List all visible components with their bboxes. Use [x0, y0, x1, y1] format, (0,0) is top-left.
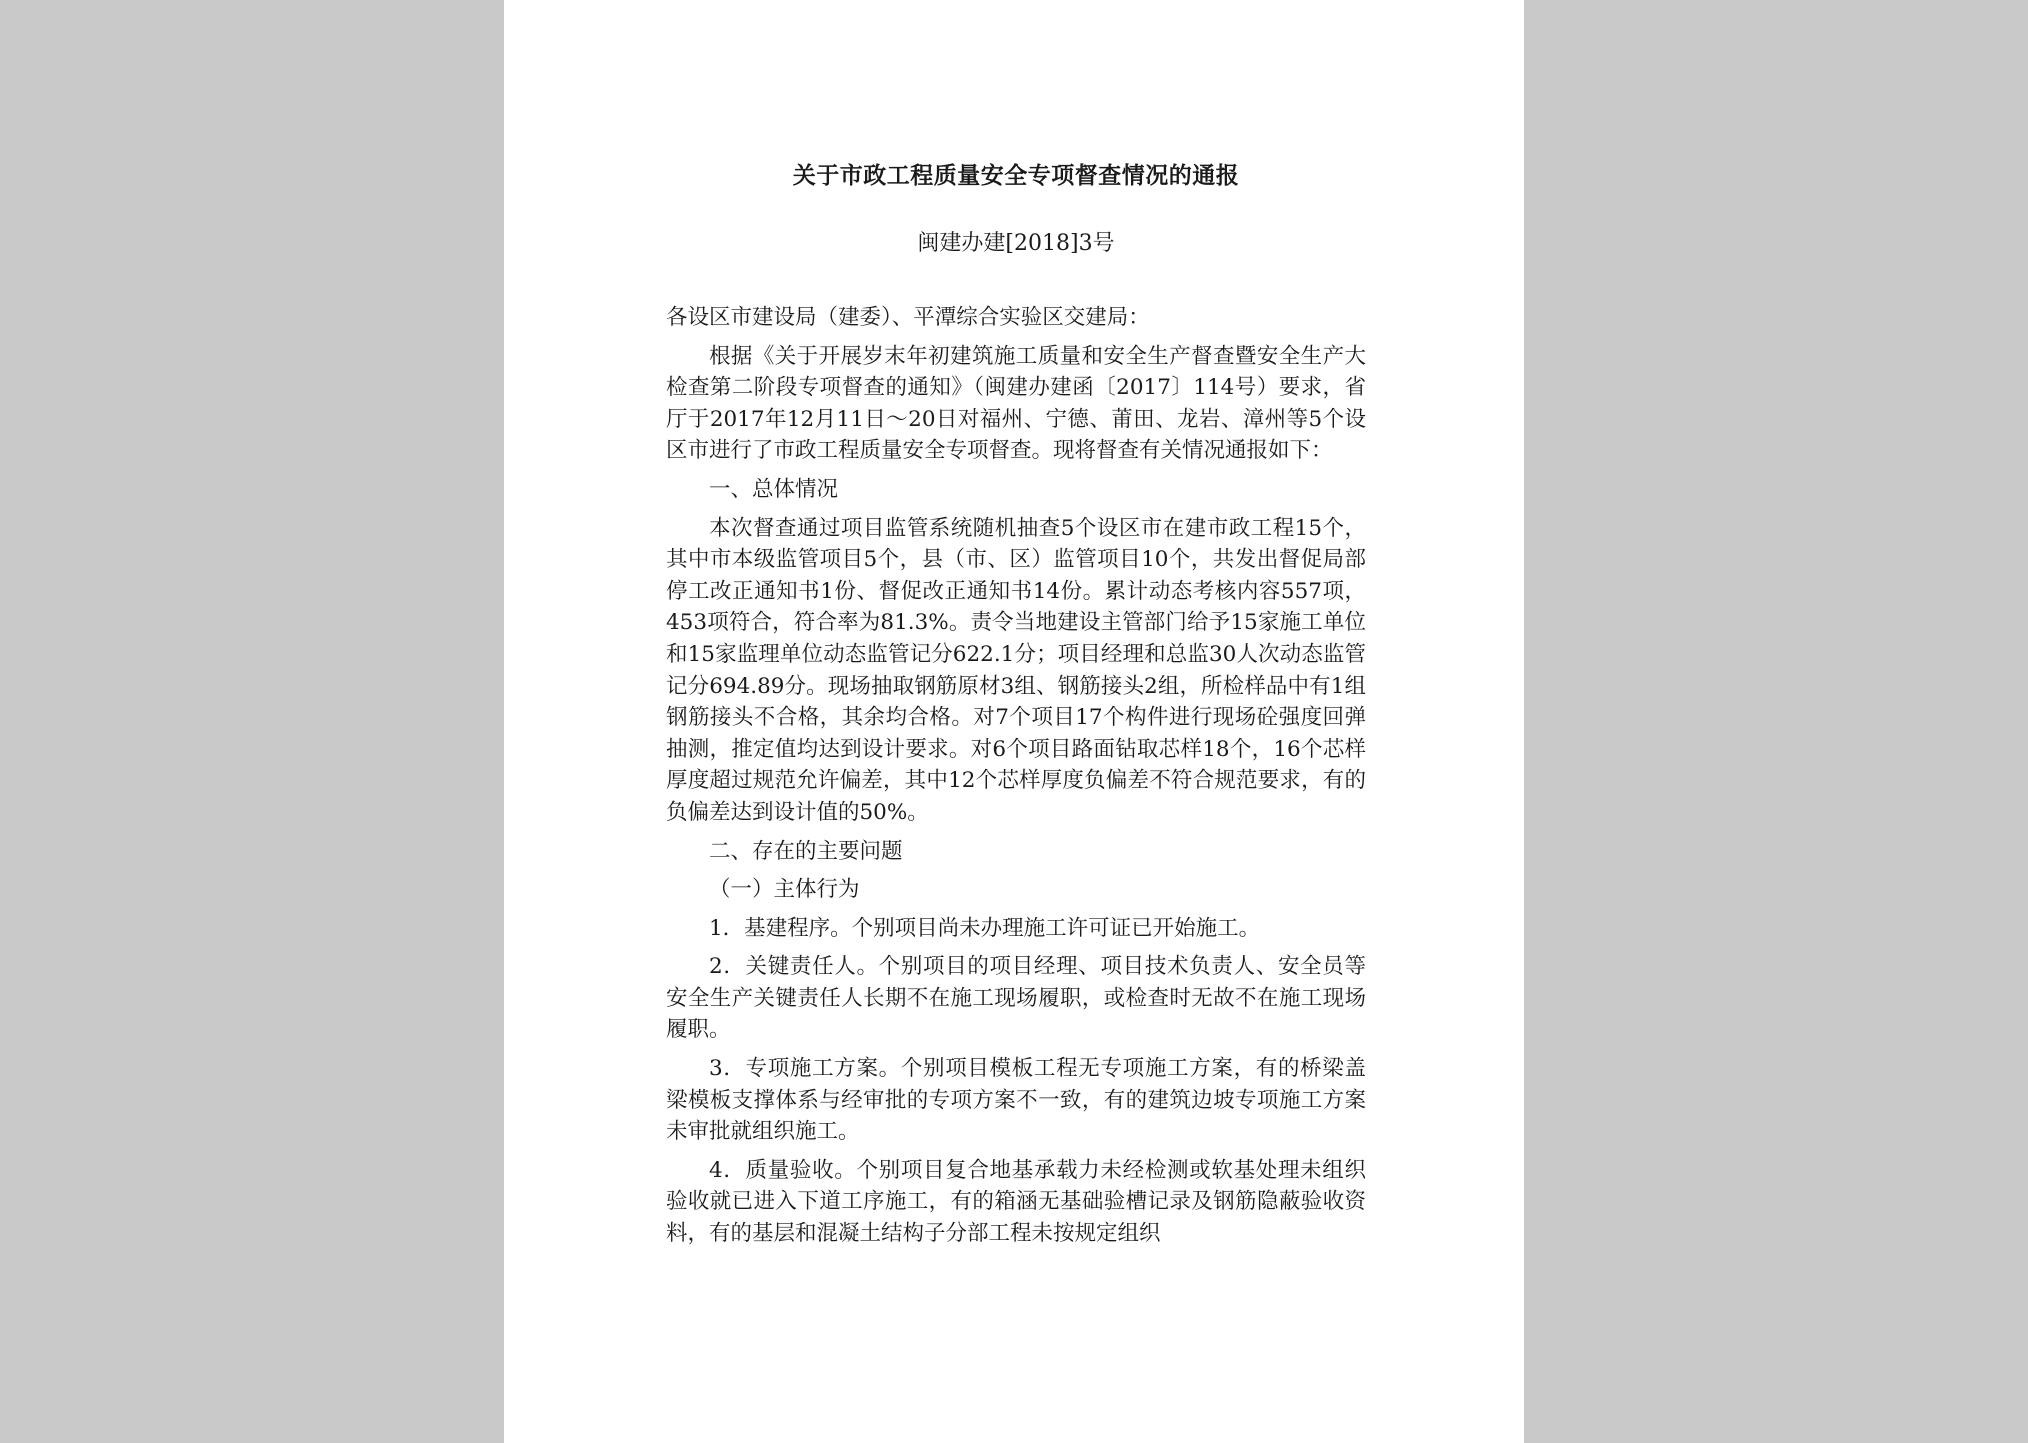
list-item: 2．关键责任人。个别项目的项目经理、项目技术负责人、安全员等安全生产关键责任人长期不在施工现场履职，或检查时无故不在施工现场履职。	[666, 954, 1366, 1043]
addressee: 各设区市建设局（建委）、平潭综合实验区交建局：	[666, 305, 1150, 330]
document-page	[504, 0, 1524, 1443]
list-item: 3．专项施工方案。个别项目模板工程无专项施工方案，有的桥梁盖梁模板支撑体系与经审批的专项方案不一致，有的建筑边坡专项施工方案未审批就组织施工。	[666, 1056, 1366, 1145]
section-heading: 一、总体情况	[709, 476, 839, 502]
document-body	[666, 302, 1366, 1257]
subsection-heading: （一）主体行为	[709, 877, 860, 903]
paragraph: 根据《关于开展岁末年初建筑施工质量和安全生产督查暨安全生产大检查第二阶段专项督查的通知》（闽建办建函〔2017〕114号）要求，省厅于2017年12月11日～20日对福州、宁德、莆田、龙岩、漳州等5个设区市进行了市政工程质量安全专项督查。现将督查有关情况通报如下：	[666, 343, 1366, 464]
paragraph: 本次督查通过项目监管系统随机抽查5个设区市在建市政工程15个，其中市本级监管项目5个，县（市、区）监管项目10个，共发出督促局部停工改正通知书1份、督促改正通知书14份。累计动态考核内容557项，453项符合，符合率为81.3%。责令当地建设主管部门给予15家施工单位和15家监理单位动态监管记分622.1分；项目经理和总监30人次动态监管记分694.89分。现场抽取钢筋原材3组、钢筋接头2组，所检样品中有1组钢筋接头不合格，其余均合格。对7个项目17个构件进行现场砼强度回弹抽测，推定值均达到设计要求。对6个项目路面钻取芯样18个，16个芯样厚度超过规范允许偏差，其中12个芯样厚度负偏差不符合规范要求，有的负偏差达到设计值的50%。	[666, 515, 1366, 825]
document-number: 闽建办建[2018]3号	[917, 231, 1115, 256]
document-title: 关于市政工程质量安全专项督查情况的通报	[792, 162, 1240, 189]
list-item: 1．基建程序。个别项目尚未办理施工许可证已开始施工。	[709, 915, 1261, 941]
list-item: 4．质量验收。个别项目复合地基承载力未经检测或软基处理未组织验收就已进入下道工序施工，有的箱涵无基础验槽记录及钢筋隐蔽验收资料，有的基层和混凝土结构子分部工程未按规定组织	[666, 1157, 1366, 1247]
section-heading: 二、存在的主要问题	[709, 838, 903, 864]
